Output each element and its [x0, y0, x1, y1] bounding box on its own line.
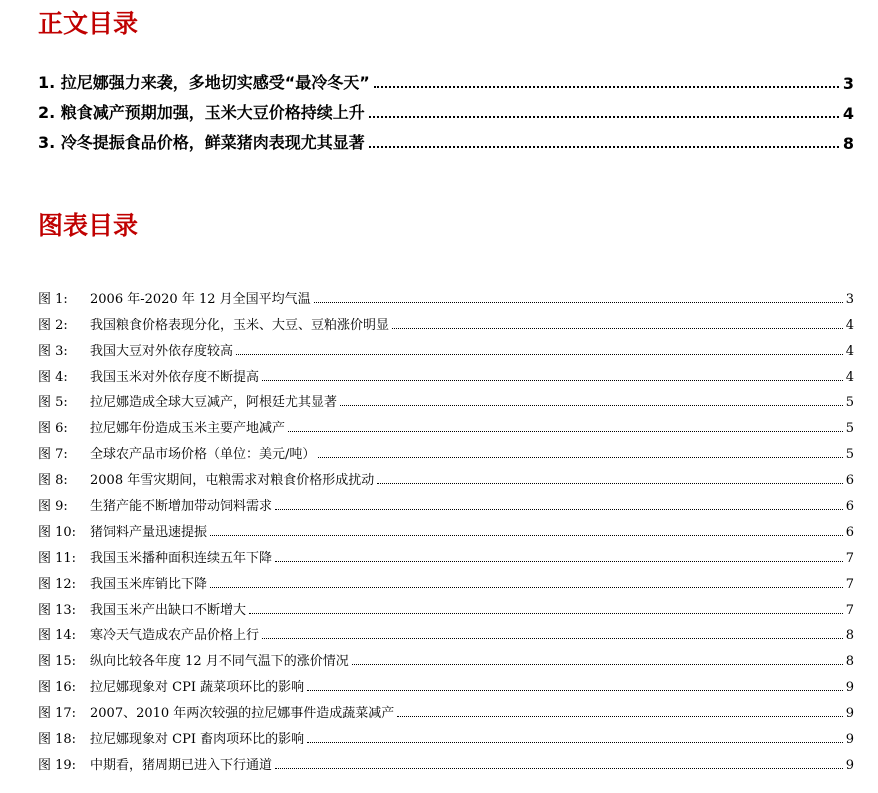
- figure-toc-entry-page: 9: [845, 757, 854, 773]
- figure-toc-entry-label: 我国玉米播种面积连续五年下降: [90, 550, 273, 566]
- figure-toc-entry-number: 图 7:: [38, 447, 68, 463]
- figure-toc-entry[interactable]: [38, 721, 854, 747]
- figure-toc-entry-number: 图 10:: [38, 524, 77, 540]
- figure-toc-entry-number: 图 11:: [38, 550, 77, 566]
- figure-toc-entry-page: 9: [845, 680, 854, 696]
- figure-toc-entry[interactable]: [38, 540, 854, 566]
- figure-toc-entry-page: 6: [845, 499, 854, 515]
- figure-toc-entry-number: 图 6:: [38, 421, 68, 437]
- main-toc-title: 正文目录: [38, 9, 139, 38]
- figure-toc-entry-label: 2007、2010 年两次较强的拉尼娜事件造成蔬菜减产: [90, 706, 395, 722]
- figure-toc-entry-number: 图 14:: [38, 628, 77, 644]
- dot-leader: [275, 509, 843, 510]
- figure-toc-entry-number: 图 18:: [38, 732, 77, 748]
- figure-toc-entry[interactable]: [38, 307, 854, 333]
- figure-toc-entry[interactable]: [38, 281, 854, 307]
- dot-leader: [275, 561, 843, 562]
- figure-toc-entry-number: 图 12:: [38, 576, 77, 592]
- figure-toc-entry-number: 图 8:: [38, 473, 68, 489]
- dot-leader: [397, 716, 842, 717]
- figure-toc-entry-number: 图 15:: [38, 654, 77, 670]
- figure-toc-entry[interactable]: [38, 747, 854, 773]
- dot-leader: [369, 146, 839, 148]
- figure-toc-entry[interactable]: [38, 488, 854, 514]
- figure-toc-entry-label: 我国大豆对外依存度较高: [90, 343, 234, 359]
- figure-toc-entry-label: 2008 年雪灾期间，屯粮需求对粮食价格形成扰动: [90, 473, 375, 489]
- main-toc-entry-label: 1. 拉尼娜强力来袭，多地切实感受“最冷冬天”: [38, 73, 370, 92]
- figure-toc-entry-page: 7: [845, 550, 854, 566]
- figure-toc-entry-label: 2006 年-2020 年 12 月全国平均气温: [90, 291, 311, 307]
- figure-toc-entry-page: 9: [845, 706, 854, 722]
- figure-toc-title: 图表目录: [38, 211, 139, 240]
- figure-toc-entry-number: 图 16:: [38, 680, 77, 696]
- figure-toc-entry-page: 4: [845, 317, 854, 333]
- dot-leader: [210, 535, 843, 536]
- figure-toc-entry-number: 图 3:: [38, 343, 68, 359]
- figure-toc-entry[interactable]: [38, 566, 854, 592]
- figure-toc-entry[interactable]: [38, 669, 854, 695]
- main-toc-entry[interactable]: [38, 93, 854, 123]
- figure-toc-list: [38, 281, 854, 773]
- dot-leader: [377, 483, 843, 484]
- figure-toc-entry-label: 我国粮食价格表现分化，玉米、大豆、豆粕涨价明显: [90, 317, 390, 333]
- figure-toc-entry[interactable]: [38, 385, 854, 411]
- figure-toc-entry-label: 我国玉米产出缺口不断增大: [90, 602, 247, 618]
- figure-toc-entry-label: 中期看，猪周期已进入下行通道: [90, 757, 273, 773]
- figure-toc-entry-page: 8: [845, 654, 854, 670]
- figure-toc-entry-label: 我国玉米对外依存度不断提高: [90, 369, 260, 385]
- dot-leader: [307, 690, 843, 691]
- figure-toc-entry-page: 6: [845, 524, 854, 540]
- figure-toc-entry-page: 7: [845, 602, 854, 618]
- figure-toc-entry-label: 拉尼娜现象对 CPI 畜肉项环比的影响: [90, 732, 305, 748]
- figure-toc-entry[interactable]: [38, 333, 854, 359]
- figure-toc-entry-number: 图 19:: [38, 757, 77, 773]
- dot-leader: [275, 768, 843, 769]
- figure-toc-entry-page: 4: [845, 343, 854, 359]
- figure-toc-entry-label: 生猪产能不断增加带动饲料需求: [90, 499, 273, 515]
- main-toc-entry-page: 8: [842, 134, 854, 153]
- figure-toc-entry-number: 图 13:: [38, 602, 77, 618]
- figure-toc-entry-label: 猪饲料产量迅速提振: [90, 524, 208, 540]
- figure-toc-entry[interactable]: [38, 359, 854, 385]
- figure-toc-entry-label: 拉尼娜年份造成玉米主要产地减产: [90, 421, 286, 437]
- dot-leader: [318, 457, 842, 458]
- figure-toc-entry-number: 图 2:: [38, 317, 68, 333]
- dot-leader: [288, 431, 843, 432]
- figure-toc-entry-number: 图 5:: [38, 395, 68, 411]
- main-toc-entry-page: 3: [842, 74, 854, 93]
- dot-leader: [307, 742, 843, 743]
- figure-toc-entry-number: 图 4:: [38, 369, 68, 385]
- figure-toc-entry-label: 拉尼娜造成全球大豆减产，阿根廷尤其显著: [90, 395, 338, 411]
- main-toc-entry-label: 3. 冷冬提振食品价格，鲜菜猪肉表现尤其显著: [38, 133, 365, 152]
- figure-toc-entry-page: 9: [845, 732, 854, 748]
- figure-toc-entry[interactable]: [38, 592, 854, 618]
- dot-leader: [374, 86, 839, 88]
- dot-leader: [236, 354, 843, 355]
- figure-toc-entry[interactable]: [38, 514, 854, 540]
- figure-toc-entry-page: 6: [845, 473, 854, 489]
- main-toc-entry[interactable]: [38, 123, 854, 153]
- dot-leader: [210, 587, 843, 588]
- figure-toc-entry[interactable]: [38, 695, 854, 721]
- figure-toc-entry-page: 4: [845, 369, 854, 385]
- dot-leader: [314, 302, 843, 303]
- figure-toc-entry-page: 5: [845, 447, 854, 463]
- dot-leader: [369, 116, 839, 118]
- figure-toc-entry-number: 图 17:: [38, 706, 77, 722]
- figure-toc-entry-label: 纵向比较各年度 12 月不同气温下的涨价情况: [90, 654, 349, 670]
- main-toc-entry-label: 2. 粮食减产预期加强，玉米大豆价格持续上升: [38, 103, 365, 122]
- figure-toc-entry[interactable]: [38, 618, 854, 644]
- figure-toc-entry-page: 5: [845, 421, 854, 437]
- figure-toc-entry[interactable]: [38, 462, 854, 488]
- figure-toc-entry-label: 全球农产品市场价格（单位：美元/吨）: [90, 447, 316, 463]
- dot-leader: [340, 405, 843, 406]
- figure-toc-entry-label: 我国玉米库销比下降: [90, 576, 208, 592]
- dot-leader: [249, 613, 843, 614]
- figure-toc-entry-page: 7: [845, 576, 854, 592]
- figure-toc-entry-page: 8: [845, 628, 854, 644]
- figure-toc-entry[interactable]: [38, 643, 854, 669]
- figure-toc-entry-number: 图 9:: [38, 499, 68, 515]
- figure-toc-entry-number: 图 1:: [38, 291, 68, 307]
- main-toc-entry-page: 4: [842, 104, 854, 123]
- figure-toc-entry-label: 寒冷天气造成农产品价格上行: [90, 628, 260, 644]
- dot-leader: [262, 380, 843, 381]
- dot-leader: [392, 328, 843, 329]
- figure-toc-entry[interactable]: [38, 410, 854, 436]
- dot-leader: [352, 664, 843, 665]
- main-toc-list: [38, 63, 854, 153]
- figure-toc-entry-page: 5: [845, 395, 854, 411]
- figure-toc-entry-page: 3: [845, 291, 854, 307]
- dot-leader: [262, 638, 843, 639]
- figure-toc-entry-label: 拉尼娜现象对 CPI 蔬菜项环比的影响: [90, 680, 305, 696]
- main-toc-entry[interactable]: [38, 63, 854, 93]
- figure-toc-entry[interactable]: [38, 436, 854, 462]
